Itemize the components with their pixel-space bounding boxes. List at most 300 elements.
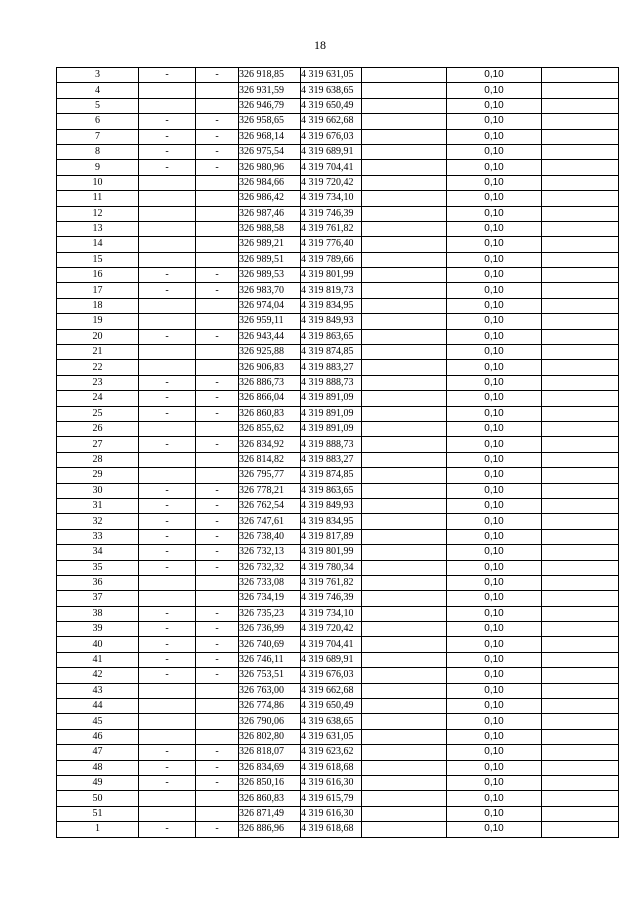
- y-coordinate-cell: 4 319 849,93: [301, 498, 362, 513]
- tolerance-cell: 0,10: [447, 268, 542, 283]
- empty-cell-right: [542, 452, 619, 467]
- empty-cell: [362, 68, 447, 83]
- dash-cell-1: -: [139, 68, 196, 83]
- table-row: [57, 714, 619, 729]
- x-coordinate-cell: 326 974,04: [239, 298, 301, 313]
- table-row: [57, 606, 619, 621]
- empty-cell: [362, 375, 447, 390]
- point-number-cell: 21: [57, 345, 139, 360]
- table-row: [57, 221, 619, 236]
- empty-cell: [362, 360, 447, 375]
- empty-cell: [362, 221, 447, 236]
- y-coordinate-cell: 4 319 761,82: [301, 575, 362, 590]
- point-number-cell: 42: [57, 668, 139, 683]
- x-coordinate-cell: 326 733,08: [239, 575, 301, 590]
- empty-cell: [362, 668, 447, 683]
- table-row: [57, 175, 619, 190]
- dash-cell-1: -: [139, 268, 196, 283]
- dash-cell-2: -: [196, 637, 239, 652]
- x-coordinate-cell: 326 732,13: [239, 545, 301, 560]
- empty-cell-right: [542, 144, 619, 159]
- dash-cell-1: -: [139, 391, 196, 406]
- table-row: [57, 268, 619, 283]
- empty-cell-right: [542, 468, 619, 483]
- table-row: [57, 160, 619, 175]
- point-number-cell: 6: [57, 114, 139, 129]
- point-number-cell: 11: [57, 191, 139, 206]
- tolerance-cell: 0,10: [447, 98, 542, 113]
- empty-cell-right: [542, 391, 619, 406]
- dash-cell-1: -: [139, 375, 196, 390]
- dash-cell-2: -: [196, 668, 239, 683]
- dash-cell-2: [196, 806, 239, 821]
- dash-cell-2: -: [196, 329, 239, 344]
- dash-cell-2: -: [196, 545, 239, 560]
- point-number-cell: 47: [57, 745, 139, 760]
- x-coordinate-cell: 326 989,51: [239, 252, 301, 267]
- x-coordinate-cell: 326 925,88: [239, 345, 301, 360]
- y-coordinate-cell: 4 319 849,93: [301, 314, 362, 329]
- empty-cell-right: [542, 191, 619, 206]
- empty-cell: [362, 483, 447, 498]
- dash-cell-1: -: [139, 529, 196, 544]
- x-coordinate-cell: 326 774,86: [239, 699, 301, 714]
- empty-cell: [362, 622, 447, 637]
- table-row: [57, 668, 619, 683]
- empty-cell: [362, 314, 447, 329]
- empty-cell: [362, 237, 447, 252]
- tolerance-cell: 0,10: [447, 237, 542, 252]
- y-coordinate-cell: 4 319 888,73: [301, 375, 362, 390]
- empty-cell: [362, 545, 447, 560]
- x-coordinate-cell: 326 906,83: [239, 360, 301, 375]
- point-number-cell: 20: [57, 329, 139, 344]
- dash-cell-2: -: [196, 652, 239, 667]
- empty-cell: [362, 652, 447, 667]
- point-number-cell: 38: [57, 606, 139, 621]
- x-coordinate-cell: 326 740,69: [239, 637, 301, 652]
- table-row: [57, 514, 619, 529]
- point-number-cell: 40: [57, 637, 139, 652]
- table-row: [57, 329, 619, 344]
- empty-cell: [362, 791, 447, 806]
- empty-cell: [362, 298, 447, 313]
- y-coordinate-cell: 4 319 704,41: [301, 637, 362, 652]
- y-coordinate-cell: 4 319 819,73: [301, 283, 362, 298]
- dash-cell-1: -: [139, 437, 196, 452]
- y-coordinate-cell: 4 319 638,65: [301, 83, 362, 98]
- empty-cell-right: [542, 606, 619, 621]
- table-row: [57, 375, 619, 390]
- empty-cell-right: [542, 760, 619, 775]
- point-number-cell: 19: [57, 314, 139, 329]
- tolerance-cell: 0,10: [447, 437, 542, 452]
- x-coordinate-cell: 326 989,53: [239, 268, 301, 283]
- x-coordinate-cell: 326 986,42: [239, 191, 301, 206]
- empty-cell-right: [542, 575, 619, 590]
- point-number-cell: 24: [57, 391, 139, 406]
- dash-cell-1: -: [139, 498, 196, 513]
- point-number-cell: 10: [57, 175, 139, 190]
- empty-cell: [362, 98, 447, 113]
- y-coordinate-cell: 4 319 650,49: [301, 98, 362, 113]
- table-row: [57, 406, 619, 421]
- dash-cell-2: -: [196, 68, 239, 83]
- table-row: [57, 129, 619, 144]
- table-row: [57, 529, 619, 544]
- dash-cell-2: -: [196, 160, 239, 175]
- x-coordinate-cell: 326 958,65: [239, 114, 301, 129]
- x-coordinate-cell: 326 918,85: [239, 68, 301, 83]
- y-coordinate-cell: 4 319 662,68: [301, 683, 362, 698]
- empty-cell-right: [542, 68, 619, 83]
- y-coordinate-cell: 4 319 874,85: [301, 345, 362, 360]
- dash-cell-2: -: [196, 437, 239, 452]
- dash-cell-1: [139, 221, 196, 236]
- page-number: 18: [314, 38, 326, 52]
- y-coordinate-cell: 4 319 746,39: [301, 206, 362, 221]
- point-number-cell: 7: [57, 129, 139, 144]
- empty-cell: [362, 637, 447, 652]
- empty-cell-right: [542, 498, 619, 513]
- dash-cell-1: [139, 314, 196, 329]
- empty-cell: [362, 144, 447, 159]
- tolerance-cell: 0,10: [447, 822, 542, 837]
- dash-cell-2: -: [196, 375, 239, 390]
- empty-cell-right: [542, 699, 619, 714]
- empty-cell-right: [542, 529, 619, 544]
- dash-cell-1: [139, 683, 196, 698]
- empty-cell-right: [542, 775, 619, 790]
- x-coordinate-cell: 326 795,77: [239, 468, 301, 483]
- table-row: [57, 545, 619, 560]
- table-row: [57, 745, 619, 760]
- tolerance-cell: 0,10: [447, 560, 542, 575]
- empty-cell-right: [542, 729, 619, 744]
- point-number-cell: 1: [57, 822, 139, 837]
- y-coordinate-cell: 4 319 789,66: [301, 252, 362, 267]
- x-coordinate-cell: 326 886,96: [239, 822, 301, 837]
- dash-cell-2: [196, 206, 239, 221]
- table-row: [57, 652, 619, 667]
- point-number-cell: 33: [57, 529, 139, 544]
- point-number-cell: 32: [57, 514, 139, 529]
- y-coordinate-cell: 4 319 874,85: [301, 468, 362, 483]
- dash-cell-1: -: [139, 144, 196, 159]
- tolerance-cell: 0,10: [447, 421, 542, 436]
- tolerance-cell: 0,10: [447, 114, 542, 129]
- x-coordinate-cell: 326 735,23: [239, 606, 301, 621]
- tolerance-cell: 0,10: [447, 745, 542, 760]
- empty-cell-right: [542, 360, 619, 375]
- empty-cell-right: [542, 221, 619, 236]
- table-row: [57, 729, 619, 744]
- tolerance-cell: 0,10: [447, 483, 542, 498]
- y-coordinate-cell: 4 319 863,65: [301, 329, 362, 344]
- point-number-cell: 9: [57, 160, 139, 175]
- x-coordinate-cell: 326 931,59: [239, 83, 301, 98]
- tolerance-cell: 0,10: [447, 68, 542, 83]
- dash-cell-1: [139, 791, 196, 806]
- x-coordinate-cell: 326 987,46: [239, 206, 301, 221]
- empty-cell-right: [542, 237, 619, 252]
- dash-cell-1: -: [139, 760, 196, 775]
- y-coordinate-cell: 4 319 734,10: [301, 606, 362, 621]
- tolerance-cell: 0,10: [447, 391, 542, 406]
- empty-cell: [362, 514, 447, 529]
- x-coordinate-cell: 326 946,79: [239, 98, 301, 113]
- y-coordinate-cell: 4 319 834,95: [301, 298, 362, 313]
- dash-cell-1: -: [139, 129, 196, 144]
- dash-cell-2: -: [196, 529, 239, 544]
- table-row: [57, 144, 619, 159]
- dash-cell-1: [139, 591, 196, 606]
- table-row: [57, 699, 619, 714]
- dash-cell-2: [196, 468, 239, 483]
- dash-cell-1: [139, 421, 196, 436]
- empty-cell: [362, 175, 447, 190]
- dash-cell-2: -: [196, 483, 239, 498]
- tolerance-cell: 0,10: [447, 452, 542, 467]
- empty-cell-right: [542, 637, 619, 652]
- y-coordinate-cell: 4 319 720,42: [301, 622, 362, 637]
- empty-cell-right: [542, 791, 619, 806]
- empty-cell: [362, 268, 447, 283]
- empty-cell: [362, 421, 447, 436]
- empty-cell-right: [542, 268, 619, 283]
- empty-cell: [362, 391, 447, 406]
- x-coordinate-cell: 326 866,04: [239, 391, 301, 406]
- point-number-cell: 39: [57, 622, 139, 637]
- y-coordinate-cell: 4 319 817,89: [301, 529, 362, 544]
- dash-cell-1: [139, 452, 196, 467]
- y-coordinate-cell: 4 319 801,99: [301, 268, 362, 283]
- dash-cell-1: [139, 252, 196, 267]
- dash-cell-2: [196, 221, 239, 236]
- x-coordinate-cell: 326 943,44: [239, 329, 301, 344]
- empty-cell-right: [542, 591, 619, 606]
- table-row: [57, 622, 619, 637]
- tolerance-cell: 0,10: [447, 298, 542, 313]
- tolerance-cell: 0,10: [447, 221, 542, 236]
- point-number-cell: 37: [57, 591, 139, 606]
- point-number-cell: 25: [57, 406, 139, 421]
- dash-cell-2: [196, 591, 239, 606]
- point-number-cell: 13: [57, 221, 139, 236]
- point-number-cell: 41: [57, 652, 139, 667]
- tolerance-cell: 0,10: [447, 729, 542, 744]
- dash-cell-2: [196, 452, 239, 467]
- table-row: [57, 775, 619, 790]
- empty-cell: [362, 699, 447, 714]
- dash-cell-1: [139, 98, 196, 113]
- dash-cell-2: -: [196, 268, 239, 283]
- dash-cell-2: -: [196, 144, 239, 159]
- y-coordinate-cell: 4 319 720,42: [301, 175, 362, 190]
- point-number-cell: 12: [57, 206, 139, 221]
- point-number-cell: 14: [57, 237, 139, 252]
- point-number-cell: 35: [57, 560, 139, 575]
- dash-cell-2: [196, 683, 239, 698]
- point-number-cell: 45: [57, 714, 139, 729]
- tolerance-cell: 0,10: [447, 498, 542, 513]
- dash-cell-1: -: [139, 329, 196, 344]
- dash-cell-2: [196, 191, 239, 206]
- empty-cell-right: [542, 745, 619, 760]
- empty-cell-right: [542, 298, 619, 313]
- dash-cell-1: -: [139, 545, 196, 560]
- x-coordinate-cell: 326 834,69: [239, 760, 301, 775]
- tolerance-cell: 0,10: [447, 514, 542, 529]
- table-row: [57, 683, 619, 698]
- dash-cell-2: [196, 237, 239, 252]
- point-number-cell: 27: [57, 437, 139, 452]
- y-coordinate-cell: 4 319 883,27: [301, 360, 362, 375]
- coordinates-table-body: [57, 68, 619, 838]
- dash-cell-1: [139, 714, 196, 729]
- x-coordinate-cell: 326 860,83: [239, 791, 301, 806]
- y-coordinate-cell: 4 319 891,09: [301, 406, 362, 421]
- dash-cell-2: [196, 360, 239, 375]
- empty-cell-right: [542, 175, 619, 190]
- dash-cell-1: [139, 468, 196, 483]
- tolerance-cell: 0,10: [447, 252, 542, 267]
- dash-cell-2: [196, 98, 239, 113]
- dash-cell-1: -: [139, 622, 196, 637]
- x-coordinate-cell: 326 989,21: [239, 237, 301, 252]
- tolerance-cell: 0,10: [447, 175, 542, 190]
- empty-cell: [362, 729, 447, 744]
- table-row: [57, 437, 619, 452]
- empty-cell-right: [542, 806, 619, 821]
- dash-cell-2: [196, 714, 239, 729]
- tolerance-cell: 0,10: [447, 699, 542, 714]
- tolerance-cell: 0,10: [447, 806, 542, 821]
- empty-cell: [362, 83, 447, 98]
- y-coordinate-cell: 4 319 676,03: [301, 129, 362, 144]
- y-coordinate-cell: 4 319 746,39: [301, 591, 362, 606]
- x-coordinate-cell: 326 975,54: [239, 144, 301, 159]
- x-coordinate-cell: 326 886,73: [239, 375, 301, 390]
- y-coordinate-cell: 4 319 615,79: [301, 791, 362, 806]
- tolerance-cell: 0,10: [447, 468, 542, 483]
- x-coordinate-cell: 326 855,62: [239, 421, 301, 436]
- empty-cell: [362, 452, 447, 467]
- dash-cell-1: [139, 575, 196, 590]
- dash-cell-2: -: [196, 283, 239, 298]
- empty-cell: [362, 591, 447, 606]
- dash-cell-2: [196, 791, 239, 806]
- empty-cell-right: [542, 483, 619, 498]
- dash-cell-1: -: [139, 114, 196, 129]
- point-number-cell: 18: [57, 298, 139, 313]
- empty-cell: [362, 822, 447, 837]
- dash-cell-1: [139, 729, 196, 744]
- empty-cell-right: [542, 714, 619, 729]
- dash-cell-1: -: [139, 483, 196, 498]
- y-coordinate-cell: 4 319 761,82: [301, 221, 362, 236]
- tolerance-cell: 0,10: [447, 591, 542, 606]
- dash-cell-2: -: [196, 114, 239, 129]
- x-coordinate-cell: 326 734,19: [239, 591, 301, 606]
- point-number-cell: 23: [57, 375, 139, 390]
- dash-cell-2: -: [196, 514, 239, 529]
- table-row: [57, 83, 619, 98]
- empty-cell-right: [542, 683, 619, 698]
- point-number-cell: 49: [57, 775, 139, 790]
- dash-cell-1: -: [139, 745, 196, 760]
- empty-cell: [362, 775, 447, 790]
- x-coordinate-cell: 326 818,07: [239, 745, 301, 760]
- empty-cell: [362, 160, 447, 175]
- y-coordinate-cell: 4 319 650,49: [301, 699, 362, 714]
- tolerance-cell: 0,10: [447, 575, 542, 590]
- dash-cell-2: -: [196, 745, 239, 760]
- table-row: [57, 591, 619, 606]
- point-number-cell: 26: [57, 421, 139, 436]
- dash-cell-1: [139, 206, 196, 221]
- dash-cell-1: [139, 699, 196, 714]
- tolerance-cell: 0,10: [447, 622, 542, 637]
- dash-cell-2: [196, 252, 239, 267]
- point-number-cell: 28: [57, 452, 139, 467]
- table-row: [57, 314, 619, 329]
- tolerance-cell: 0,10: [447, 775, 542, 790]
- dash-cell-2: -: [196, 560, 239, 575]
- dash-cell-1: -: [139, 606, 196, 621]
- dash-cell-1: -: [139, 668, 196, 683]
- point-number-cell: 43: [57, 683, 139, 698]
- empty-cell: [362, 760, 447, 775]
- empty-cell: [362, 283, 447, 298]
- dash-cell-2: [196, 175, 239, 190]
- table-row: [57, 498, 619, 513]
- point-number-cell: 31: [57, 498, 139, 513]
- y-coordinate-cell: 4 319 776,40: [301, 237, 362, 252]
- dash-cell-2: [196, 699, 239, 714]
- tolerance-cell: 0,10: [447, 652, 542, 667]
- y-coordinate-cell: 4 319 618,68: [301, 822, 362, 837]
- table-row: [57, 114, 619, 129]
- tolerance-cell: 0,10: [447, 283, 542, 298]
- x-coordinate-cell: 326 980,96: [239, 160, 301, 175]
- tolerance-cell: 0,10: [447, 191, 542, 206]
- point-number-cell: 51: [57, 806, 139, 821]
- point-number-cell: 15: [57, 252, 139, 267]
- point-number-cell: 30: [57, 483, 139, 498]
- x-coordinate-cell: 326 732,32: [239, 560, 301, 575]
- point-number-cell: 34: [57, 545, 139, 560]
- empty-cell-right: [542, 160, 619, 175]
- dash-cell-1: [139, 83, 196, 98]
- dash-cell-2: [196, 729, 239, 744]
- table-row: [57, 575, 619, 590]
- y-coordinate-cell: 4 319 734,10: [301, 191, 362, 206]
- table-row: [57, 760, 619, 775]
- x-coordinate-cell: 326 738,40: [239, 529, 301, 544]
- point-number-cell: 8: [57, 144, 139, 159]
- y-coordinate-cell: 4 319 801,99: [301, 545, 362, 560]
- tolerance-cell: 0,10: [447, 314, 542, 329]
- tolerance-cell: 0,10: [447, 206, 542, 221]
- tolerance-cell: 0,10: [447, 714, 542, 729]
- dash-cell-1: -: [139, 160, 196, 175]
- tolerance-cell: 0,10: [447, 360, 542, 375]
- y-coordinate-cell: 4 319 883,27: [301, 452, 362, 467]
- empty-cell: [362, 575, 447, 590]
- table-row: [57, 360, 619, 375]
- table-row: [57, 822, 619, 837]
